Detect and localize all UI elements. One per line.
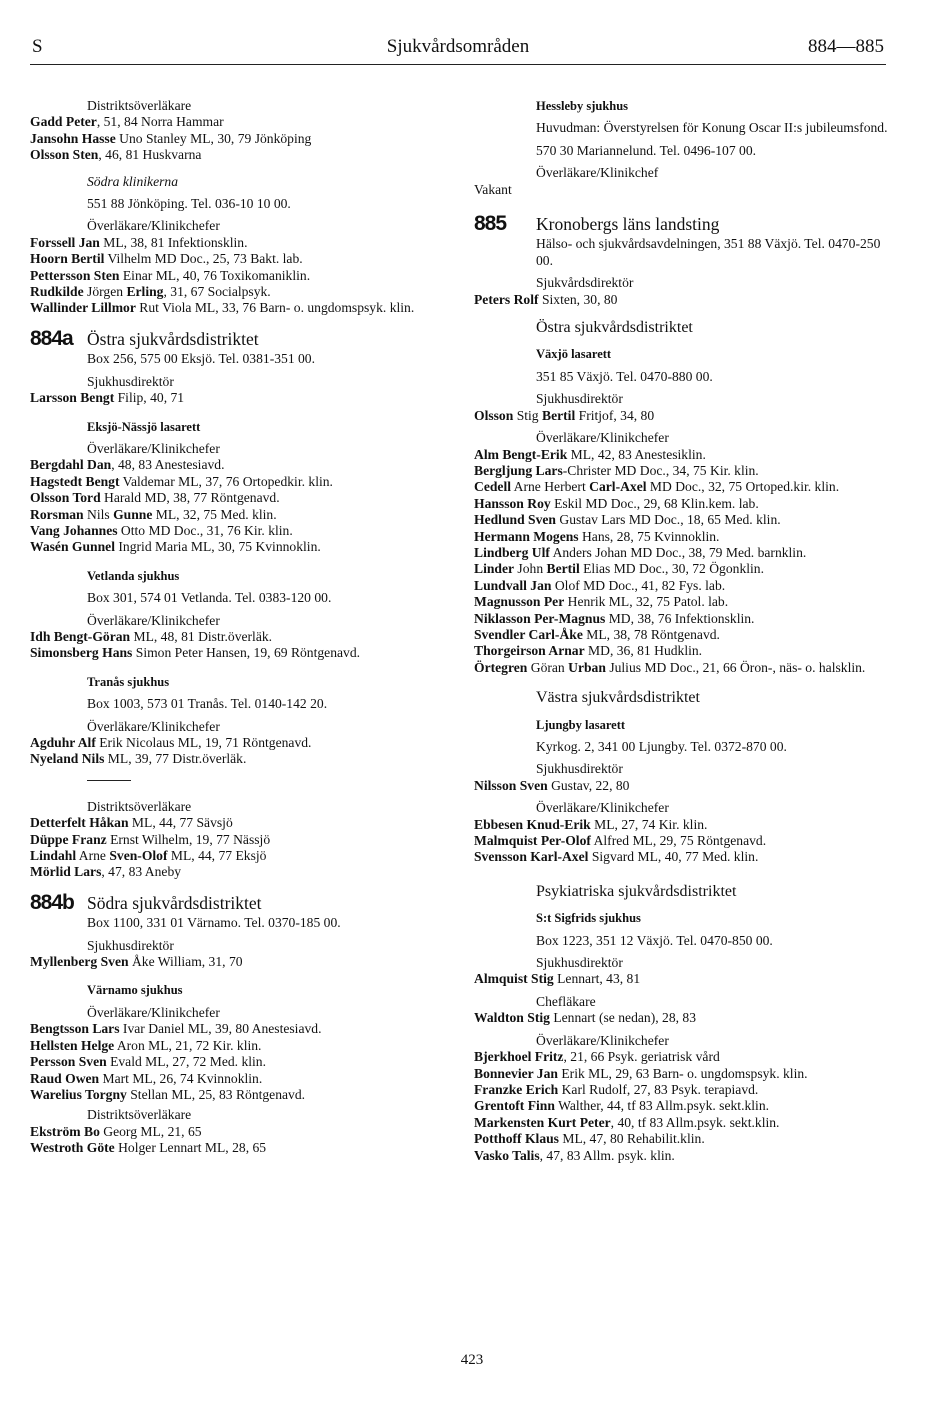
person-details: Sigvard ML, 40, 77 Med. klin. xyxy=(588,849,759,865)
role-heading: Distriktsöverläkare xyxy=(87,798,192,814)
person-name: Bjerkhoel Fritz xyxy=(474,1049,564,1065)
personnel-entry xyxy=(474,496,894,512)
person-name: Örtegren xyxy=(474,659,528,675)
person-details: Otto MD Doc., 31, 76 Kir. klin. xyxy=(117,522,293,538)
entry xyxy=(30,954,450,970)
running-header xyxy=(32,36,884,60)
person-details: Ingrid Maria ML, 30, 75 Kvinnoklin. xyxy=(115,539,321,555)
person-details: Einar ML, 40, 76 Toxikomaniklin. xyxy=(119,267,311,283)
person-details: MD, 38, 76 Infektionsklin. xyxy=(605,610,755,626)
personnel-entry xyxy=(30,114,450,130)
person-name: Gadd Peter xyxy=(30,114,97,130)
vacant-note: Vakant xyxy=(474,181,512,197)
personnel-entry xyxy=(30,490,450,506)
person-details: ML, 27, 74 Kir. klin. xyxy=(590,816,708,832)
personnel-entry xyxy=(30,954,450,970)
person-name: Sven-Olof xyxy=(109,848,168,864)
person-details: Karl Rudolf, 27, 83 Psyk. terapiavd. xyxy=(558,1081,759,1097)
person-details: Georg ML, 21, 65 xyxy=(99,1123,202,1139)
person-details: , 48, 83 Anestesiavd. xyxy=(111,457,225,473)
personnel-entry xyxy=(30,147,450,163)
entry-list xyxy=(30,1124,450,1157)
personnel-entry xyxy=(474,1049,894,1065)
address: Box 1100, 331 01 Värnamo. Tel. 0370-185 00. xyxy=(87,915,341,931)
personnel-entry xyxy=(30,1038,450,1054)
person-name: Bonnevier Jan xyxy=(474,1065,558,1081)
role-heading: Sjukvårdsdirektör xyxy=(536,275,634,291)
personnel-entry xyxy=(474,1098,894,1114)
hospital-title: Växjö lasarett xyxy=(536,347,612,362)
address: 551 88 Jönköping. Tel. 036-10 10 00. xyxy=(87,196,291,212)
address: Hälso- och sjukvårdsavdelningen, 351 88 Växjö. Tel. 0470-250 00. xyxy=(536,236,881,268)
personnel-entry xyxy=(474,611,894,627)
person-name: Wallinder Lillmor xyxy=(30,300,136,316)
address: Kyrkog. 2, 341 00 Ljungby. Tel. 0372-870 00. xyxy=(536,739,787,754)
header-letter: S xyxy=(32,36,43,57)
role-heading: Överläkare/Klinikchefer xyxy=(87,440,220,456)
role-heading: Distriktsöverläkare xyxy=(87,1107,192,1123)
person-details: , 51, 84 Norra Hammar xyxy=(96,114,224,130)
personnel-entry xyxy=(30,539,450,555)
person-details: Åke William, 31, 70 xyxy=(128,954,243,970)
person-name: Larsson Bengt xyxy=(30,390,115,406)
personnel-entry xyxy=(30,457,450,473)
section-number: 884a xyxy=(30,326,73,350)
person-details: ML, 44, 77 Eksjö xyxy=(167,848,267,864)
personnel-entry xyxy=(474,849,894,865)
person-details: Holger Lennart ML, 28, 65 xyxy=(114,1140,267,1156)
section-title: Södra sjukvårdsdistriktet xyxy=(87,892,262,913)
person-name: Peters Rolf xyxy=(474,291,539,307)
person-name: Svendler Carl-Åke xyxy=(474,626,583,642)
person-details: Stig xyxy=(513,407,543,423)
personnel-entry xyxy=(30,1087,450,1103)
entry xyxy=(30,390,450,406)
entry xyxy=(474,971,894,987)
person-name: Niklasson Per-Magnus xyxy=(474,610,606,626)
role-heading: Distriktsöverläkare xyxy=(87,98,192,113)
person-details: -Christer MD Doc., 34, 75 Kir. klin. xyxy=(562,462,759,478)
person-details: Uno Stanley ML, 30, 79 Jönköping xyxy=(115,130,312,146)
personnel-entry xyxy=(30,1054,450,1070)
hospital-title: Hessleby sjukhus xyxy=(536,99,629,113)
person-details: Ernst Wilhelm, 19, 77 Nässjö xyxy=(106,831,271,847)
hospital-title: Vetlanda sjukhus xyxy=(87,568,180,583)
person-name: Pettersson Sten xyxy=(30,267,120,283)
personnel-entry xyxy=(30,1021,450,1037)
role-heading: Överläkare/Klinikchefer xyxy=(536,430,669,446)
personnel-entry xyxy=(474,447,894,463)
person-name: Düppe Franz xyxy=(30,831,107,847)
person-details: Sixten, 30, 80 xyxy=(538,291,618,307)
person-name: Bertil xyxy=(546,561,580,577)
person-name: Hoorn Bertil xyxy=(30,251,105,267)
person-name: Agduhr Alf xyxy=(30,735,96,750)
person-name: Vang Johannes xyxy=(30,522,118,538)
section-number: 885 xyxy=(474,212,507,236)
hospital-title: Ljungby lasarett xyxy=(536,717,626,732)
person-details: , 31, 67 Socialpsyk. xyxy=(163,284,271,300)
person-details: , 47, 83 Aneby xyxy=(101,864,182,880)
role-heading: Sjukhusdirektör xyxy=(87,937,174,953)
hospital-title: Tranås sjukhus xyxy=(87,674,170,689)
header-title: Sjukvårdsområden xyxy=(386,36,530,57)
personnel-entry xyxy=(30,735,450,751)
person-name: Hedlund Sven xyxy=(474,512,556,528)
person-name: Wasén Gunnel xyxy=(30,539,115,555)
role-heading: Sjukhusdirektör xyxy=(536,955,623,971)
section-heading-884a xyxy=(30,326,450,350)
entry-list xyxy=(30,235,450,317)
person-name: Bergljung Lars xyxy=(474,462,563,478)
person-details: Jörgen xyxy=(83,284,127,300)
personnel-entry xyxy=(474,643,894,659)
personnel-entry xyxy=(30,645,450,661)
address: 351 85 Växjö. Tel. 0470-880 00. xyxy=(536,368,713,384)
person-details: ML, 48, 81 Distr.överläk. xyxy=(130,628,273,644)
personnel-entry xyxy=(474,1115,894,1131)
personnel-entry xyxy=(30,131,450,147)
person-name: Simonsberg Hans xyxy=(30,645,133,661)
person-name: Hermann Mogens xyxy=(474,528,579,544)
district-title: Västra sjukvårdsdistriktet xyxy=(536,689,700,707)
person-name: Thorgeirson Arnar xyxy=(474,643,585,659)
person-name: Nyeland Nils xyxy=(30,751,105,767)
person-name: Idh Bengt-Göran xyxy=(30,628,131,644)
person-details: Nils xyxy=(83,506,114,522)
person-name: Alm Bengt-Erik xyxy=(474,446,568,462)
entry-list xyxy=(30,114,450,163)
person-details: ML, 42, 83 Anestesiklin. xyxy=(567,446,706,462)
person-details: ML, 44, 77 Sävsjö xyxy=(128,815,233,831)
personnel-entry xyxy=(474,578,894,594)
person-name: Bertil xyxy=(542,407,576,423)
person-details: Alfred ML, 29, 75 Röntgenavd. xyxy=(590,833,767,849)
entry-list xyxy=(30,457,450,555)
page-number: 423 xyxy=(460,1352,484,1368)
person-details: Eskil MD Doc., 29, 68 Klin.kem. lab. xyxy=(550,495,759,511)
person-name: Carl-Axel xyxy=(589,479,647,495)
section-heading-884b xyxy=(30,890,450,914)
person-details: , 40, tf 83 Allm.psyk. sekt.klin. xyxy=(610,1114,780,1130)
person-name: Bengtsson Lars xyxy=(30,1021,120,1037)
role-heading: Överläkare/Klinikchefer xyxy=(87,218,220,234)
entry-list xyxy=(30,735,450,768)
personnel-entry xyxy=(30,251,450,267)
person-name: Forssell Jan xyxy=(30,234,100,250)
address: 570 30 Mariannelund. Tel. 0496-107 00. xyxy=(536,142,757,158)
personnel-entry xyxy=(30,1071,450,1087)
personnel-entry xyxy=(30,629,450,645)
address: Box 1223, 351 12 Växjö. Tel. 0470-850 00. xyxy=(536,932,773,948)
personnel-entry xyxy=(30,832,450,848)
entry-list xyxy=(30,1021,450,1103)
role-heading: Sjukhusdirektör xyxy=(87,373,174,389)
person-details: Walther, 44, tf 83 Allm.psyk. sekt.klin. xyxy=(554,1098,770,1114)
hospital-title: Eksjö-Nässjö lasarett xyxy=(87,419,201,434)
section-number: 884b xyxy=(30,890,74,914)
person-name: Ekström Bo xyxy=(30,1123,100,1139)
person-name: Lindahl xyxy=(30,848,77,864)
person-details: MD Doc., 32, 75 Ortoped.kir. klin. xyxy=(646,479,840,495)
person-name: Rorsman xyxy=(30,506,84,522)
person-details: Erik ML, 29, 63 Barn- o. ungdomspsyk. klin. xyxy=(557,1065,808,1081)
person-details: Lennart, 43, 81 xyxy=(553,971,641,987)
role-heading: Sjukhusdirektör xyxy=(536,391,623,407)
person-name: Linder xyxy=(474,561,515,577)
person-name: Ebbesen Knud-Erik xyxy=(474,816,591,832)
personnel-entry xyxy=(474,833,894,849)
personnel-entry xyxy=(30,815,450,831)
person-name: Rudkilde xyxy=(30,284,84,300)
personnel-entry xyxy=(474,292,894,308)
role-heading: Överläkare/Klinikchefer xyxy=(87,718,220,734)
person-details: John xyxy=(514,561,547,577)
person-details: Aron ML, 21, 72 Kir. klin. xyxy=(114,1037,262,1053)
person-details: ML, 47, 80 Rehabilit.klin. xyxy=(558,1131,705,1147)
person-name: Hagstedt Bengt xyxy=(30,473,120,489)
personnel-entry xyxy=(30,474,450,490)
entry xyxy=(474,408,894,424)
person-name: Almquist Stig xyxy=(474,971,554,987)
entry-list xyxy=(474,447,894,677)
entry-list xyxy=(474,1049,894,1164)
person-name: Urban xyxy=(568,659,606,675)
right-column xyxy=(474,98,894,1164)
person-name: Markensten Kurt Peter xyxy=(474,1114,611,1130)
person-name: Waldton Stig xyxy=(474,1010,550,1026)
role-heading: Sjukhusdirektör xyxy=(536,761,623,777)
person-name: Olsson xyxy=(474,407,514,423)
personnel-entry xyxy=(30,1140,450,1156)
role-heading: Överläkare/Klinikchefer xyxy=(536,800,669,816)
role-heading: Överläkare/Klinikchef xyxy=(536,165,659,181)
person-name: Mörlid Lars xyxy=(30,864,102,880)
personnel-entry xyxy=(30,848,450,864)
personnel-entry xyxy=(474,1148,894,1164)
person-details: Elias MD Doc., 30, 72 Ögonklin. xyxy=(579,561,764,577)
person-name: Westroth Göte xyxy=(30,1140,115,1156)
personnel-entry xyxy=(474,1082,894,1098)
entry xyxy=(474,1010,894,1026)
personnel-entry xyxy=(474,817,894,833)
section-heading-885 xyxy=(474,212,894,236)
person-name: Bergdahl Dan xyxy=(30,457,112,473)
personnel-entry xyxy=(474,594,894,610)
person-details: Gustav Lars MD Doc., 18, 65 Med. klin. xyxy=(555,512,781,528)
person-name: Lindberg Ulf xyxy=(474,544,550,560)
person-details: , 46, 81 Huskvarna xyxy=(98,147,202,163)
person-details: Henrik ML, 32, 75 Patol. lab. xyxy=(564,594,729,610)
person-name: Hellsten Helge xyxy=(30,1037,115,1053)
person-name: Erling xyxy=(126,284,164,300)
role-heading: Chefläkare xyxy=(536,993,596,1009)
person-details: Filip, 40, 71 xyxy=(114,390,185,406)
person-details: Fritjof, 34, 80 xyxy=(575,407,655,423)
person-name: Detterfelt Håkan xyxy=(30,815,129,831)
person-details: Hans, 28, 75 Kvinnoklin. xyxy=(578,528,720,544)
person-details: Julius MD Doc., 21, 66 Öron-, näs- o. halsklin. xyxy=(605,659,866,675)
personnel-entry xyxy=(30,523,450,539)
personnel-entry xyxy=(474,1010,894,1026)
person-details: MD, 36, 81 Hudklin. xyxy=(584,643,703,659)
personnel-entry xyxy=(474,971,894,987)
person-name: Persson Sven xyxy=(30,1054,107,1070)
person-details: Evald ML, 27, 72 Med. klin. xyxy=(106,1054,267,1070)
personnel-entry xyxy=(474,463,894,479)
entry-list xyxy=(30,815,450,881)
personnel-entry xyxy=(30,235,450,251)
person-details: Harald MD, 38, 77 Röntgenavd. xyxy=(100,490,280,506)
address: Box 256, 575 00 Eksjö. Tel. 0381-351 00. xyxy=(87,351,316,367)
person-name: Myllenberg Sven xyxy=(30,954,129,970)
person-details: Vilhelm MD Doc., 25, 73 Bakt. lab. xyxy=(104,251,303,267)
person-name: Nilsson Sven xyxy=(474,777,548,793)
section-title: Östra sjukvårdsdistriktet xyxy=(87,328,259,349)
personnel-entry xyxy=(474,561,894,577)
person-details: ML, 39, 77 Distr.överläk. xyxy=(104,751,247,767)
personnel-entry xyxy=(30,751,450,767)
person-name: Gunne xyxy=(113,506,153,522)
entry xyxy=(474,292,894,308)
person-details: Ivar Daniel ML, 39, 80 Anestesiavd. xyxy=(119,1021,322,1037)
person-name: Malmquist Per-Olof xyxy=(474,833,591,849)
personnel-entry xyxy=(474,1066,894,1082)
personnel-entry xyxy=(474,545,894,561)
person-details: Simon Peter Hansen, 19, 69 Röntgenavd. xyxy=(132,645,361,661)
role-heading: Överläkare/Klinikchefer xyxy=(536,1032,669,1048)
person-details: ML, 38, 81 Infektionsklin. xyxy=(99,234,248,250)
person-details: ML, 32, 75 Med. klin. xyxy=(152,506,277,522)
person-details: ML, 38, 78 Röntgenavd. xyxy=(582,626,720,642)
personnel-entry xyxy=(30,390,450,406)
personnel-entry xyxy=(474,529,894,545)
district-title: Östra sjukvårdsdistriktet xyxy=(536,319,693,337)
personnel-entry xyxy=(474,660,894,676)
personnel-entry xyxy=(30,268,450,284)
person-name: Cedell xyxy=(474,479,511,495)
person-name: Raud Owen xyxy=(30,1070,100,1086)
address: Box 301, 574 01 Vetlanda. Tel. 0383-120 00. xyxy=(87,590,332,606)
person-details: Lennart (se nedan), 28, 83 xyxy=(549,1010,697,1026)
person-name: Lundvall Jan xyxy=(474,577,552,593)
personnel-entry xyxy=(474,778,894,794)
personnel-entry xyxy=(474,479,894,495)
person-name: Hansson Roy xyxy=(474,495,551,511)
person-details: Mart ML, 26, 74 Kvinnoklin. xyxy=(99,1070,263,1086)
person-details: Stellan ML, 25, 83 Röntgenavd. xyxy=(126,1086,306,1102)
personnel-entry xyxy=(30,284,450,300)
person-details: , 21, 66 Psyk. geriatrisk vård xyxy=(563,1049,720,1065)
person-name: Vasko Talis xyxy=(474,1147,540,1163)
person-details: Rut Viola ML, 33, 76 Barn- o. ungdomspsyk. klin. xyxy=(135,300,415,316)
person-details: Erik Nicolaus ML, 19, 71 Röntgenavd. xyxy=(95,735,312,750)
header-rule xyxy=(30,64,886,65)
person-name: Warelius Torgny xyxy=(30,1086,127,1102)
personnel-entry xyxy=(30,300,450,316)
person-details: Anders Johan MD Doc., 38, 79 Med. barnklin. xyxy=(549,544,807,560)
entry-list xyxy=(474,817,894,866)
person-name: Franzke Erich xyxy=(474,1081,559,1097)
district-title: Psykiatriska sjukvårdsdistriktet xyxy=(536,882,737,900)
person-details: , 47, 83 Allm. psyk. klin. xyxy=(539,1147,675,1163)
personnel-entry xyxy=(474,1131,894,1147)
address: Box 1003, 573 01 Tranås. Tel. 0140-142 20. xyxy=(87,696,328,712)
role-heading: Överläkare/Klinikchefer xyxy=(87,612,220,628)
person-details: Arne xyxy=(76,848,110,864)
personnel-entry xyxy=(474,627,894,643)
person-details: Arne Herbert xyxy=(511,479,590,495)
header-range: 884—885 xyxy=(808,36,884,57)
section-title: Kronobergs läns landsting xyxy=(536,214,720,235)
principal: Huvudman: Överstyrelsen för Konung Oscar II:s jubileumsfond. xyxy=(536,120,888,136)
subsection-title: Södra klinikerna xyxy=(87,173,178,189)
person-name: Svensson Karl-Axel xyxy=(474,849,589,865)
person-name: Grentoft Finn xyxy=(474,1098,555,1114)
personnel-entry xyxy=(474,512,894,528)
personnel-entry xyxy=(30,864,450,880)
personnel-entry xyxy=(474,408,894,424)
person-details: Valdemar ML, 37, 76 Ortopedkir. klin. xyxy=(119,473,333,489)
entry-list xyxy=(30,629,450,662)
person-details: Gustav, 22, 80 xyxy=(547,777,630,793)
hospital-title: Värnamo sjukhus xyxy=(87,983,183,998)
role-heading: Överläkare/Klinikchefer xyxy=(87,1004,220,1020)
entry xyxy=(474,778,894,794)
person-name: Olsson Tord xyxy=(30,490,101,506)
personnel-entry xyxy=(30,1124,450,1140)
personnel-entry xyxy=(30,507,450,523)
hospital-title: S:t Sigfrids sjukhus xyxy=(536,911,641,926)
person-name: Olsson Sten xyxy=(30,147,99,163)
left-column xyxy=(30,98,450,1157)
person-name: Potthoff Klaus xyxy=(474,1131,559,1147)
person-details: Olof MD Doc., 41, 82 Fys. lab. xyxy=(551,577,726,593)
person-name: Magnusson Per xyxy=(474,594,565,610)
person-details: Göran xyxy=(527,659,569,675)
person-name: Jansohn Hasse xyxy=(30,130,116,146)
